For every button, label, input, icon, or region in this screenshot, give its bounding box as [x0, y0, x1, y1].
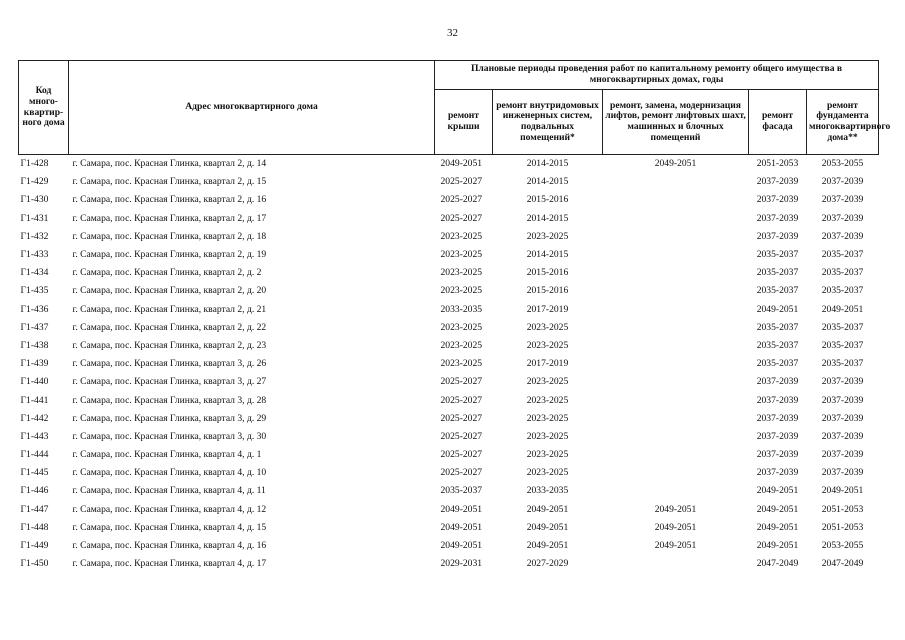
- cell-engineering: 2023-2025: [526, 321, 569, 333]
- header-address: Адрес многоквартирного дома: [69, 61, 435, 155]
- cell-code: Г1-432: [20, 230, 49, 242]
- header-row-1: [19, 61, 879, 90]
- table-row: [19, 228, 879, 246]
- cell-engineering: 2027-2029: [526, 558, 569, 570]
- cell-engineering: 2014-2015: [526, 249, 569, 261]
- cell-facade: 2035-2037: [756, 358, 799, 370]
- table-row: [19, 446, 879, 464]
- table-row: [19, 191, 879, 209]
- cell-engineering: 2023-2025: [526, 467, 569, 479]
- cell-address: г. Самара, пос. Красная Глинка, квартал 2, д. 2: [72, 267, 262, 279]
- cell-engineering: 2049-2051: [526, 540, 569, 552]
- cell-roof: 2023-2025: [440, 267, 483, 279]
- cell-foundation: 2037-2039: [821, 212, 864, 224]
- cell-engineering: 2049-2051: [526, 521, 569, 533]
- cell-roof: 2023-2025: [440, 285, 483, 297]
- cell-address: г. Самара, пос. Красная Глинка, квартал 4, д. 17: [72, 558, 267, 570]
- cell-address: г. Самара, пос. Красная Глинка, квартал 2, д. 15: [72, 176, 267, 188]
- cell-facade: 2035-2037: [756, 321, 799, 333]
- cell-elevators: [603, 391, 749, 409]
- table-row: [19, 464, 879, 482]
- cell-foundation: 2035-2037: [821, 321, 864, 333]
- cell-facade: 2035-2037: [756, 339, 799, 351]
- cell-code: Г1-441: [20, 394, 49, 406]
- cell-elevators: [603, 319, 749, 337]
- cell-foundation: 2049-2051: [821, 485, 864, 497]
- cell-address: г. Самара, пос. Красная Глинка, квартал 4, д. 11: [72, 485, 266, 497]
- cell-address: г. Самара, пос. Красная Глинка, квартал 4, д. 16: [72, 540, 267, 552]
- header-periods-group: Плановые периоды проведения работ по капитальному ремонту общего имущества в многоквартирных домах, годы: [435, 61, 879, 90]
- cell-roof: 2023-2025: [440, 230, 483, 242]
- cell-elevators: [603, 428, 749, 446]
- cell-foundation: 2035-2037: [821, 267, 864, 279]
- cell-elevators: [603, 373, 749, 391]
- header-foundation: ремонт фундамента многоквартирного дома**: [807, 90, 879, 155]
- table-row: [19, 301, 879, 319]
- cell-address: г. Самара, пос. Красная Глинка, квартал 2, д. 16: [72, 194, 267, 206]
- table-row: [19, 482, 879, 500]
- cell-roof: 2049-2051: [440, 521, 483, 533]
- cell-code: Г1-447: [20, 503, 49, 515]
- cell-elevators: [603, 301, 749, 319]
- table-row: [19, 391, 879, 409]
- cell-foundation: 2053-2055: [821, 540, 864, 552]
- cell-code: Г1-444: [20, 449, 49, 461]
- cell-engineering: 2015-2016: [526, 194, 569, 206]
- cell-engineering: 2023-2025: [526, 230, 569, 242]
- cell-elevators: [603, 555, 749, 573]
- cell-foundation: 2037-2039: [821, 412, 864, 424]
- cell-roof: 2049-2051: [440, 503, 483, 515]
- cell-engineering: 2017-2019: [526, 303, 569, 315]
- table-row: [19, 410, 879, 428]
- cell-engineering: 2023-2025: [526, 394, 569, 406]
- cell-facade: 2035-2037: [756, 249, 799, 261]
- cell-engineering: 2015-2016: [526, 285, 569, 297]
- cell-address: г. Самара, пос. Красная Глинка, квартал 2, д. 17: [72, 212, 267, 224]
- cell-code: Г1-435: [20, 285, 49, 297]
- table-body: [19, 155, 879, 574]
- table-row: [19, 337, 879, 355]
- cell-foundation: 2051-2053: [821, 503, 864, 515]
- table-row: [19, 519, 879, 537]
- cell-address: г. Самара, пос. Красная Глинка, квартал 4, д. 1: [72, 449, 262, 461]
- cell-address: г. Самара, пос. Красная Глинка, квартал 2, д. 19: [72, 249, 267, 261]
- table-row: [19, 173, 879, 191]
- cell-foundation: 2037-2039: [821, 230, 864, 242]
- cell-facade: 2037-2039: [756, 194, 799, 206]
- cell-address: г. Самара, пос. Красная Глинка, квартал 2, д. 23: [72, 339, 267, 351]
- cell-foundation: 2047-2049: [821, 558, 864, 570]
- cell-roof: 2025-2027: [440, 212, 483, 224]
- table-row: [19, 537, 879, 555]
- page-number: 32: [447, 27, 458, 39]
- cell-elevators: [603, 191, 749, 209]
- cell-facade: 2035-2037: [756, 285, 799, 297]
- cell-code: Г1-438: [20, 339, 49, 351]
- cell-elevators: 2049-2051: [654, 521, 697, 533]
- cell-roof: 2029-2031: [440, 558, 483, 570]
- cell-address: г. Самара, пос. Красная Глинка, квартал 2, д. 18: [72, 230, 267, 242]
- header-elevators: ремонт, замена, модернизация лифтов, ремонт лифтовых шахт, машинных и блочных помещений: [603, 90, 749, 155]
- cell-code: Г1-430: [20, 194, 49, 206]
- cell-elevators: [603, 228, 749, 246]
- cell-facade: 2037-2039: [756, 176, 799, 188]
- table-row: [19, 355, 879, 373]
- cell-address: г. Самара, пос. Красная Глинка, квартал 3, д. 27: [72, 376, 267, 388]
- cell-facade: 2037-2039: [756, 394, 799, 406]
- cell-roof: 2049-2051: [440, 540, 483, 552]
- cell-foundation: 2035-2037: [821, 285, 864, 297]
- cell-roof: 2023-2025: [440, 339, 483, 351]
- cell-roof: 2025-2027: [440, 467, 483, 479]
- cell-elevators: 2049-2051: [654, 503, 697, 515]
- cell-roof: 2025-2027: [440, 412, 483, 424]
- cell-elevators: [603, 246, 749, 264]
- cell-code: Г1-433: [20, 249, 49, 261]
- cell-code: Г1-442: [20, 412, 49, 424]
- table-row: [19, 264, 879, 282]
- cell-address: г. Самара, пос. Красная Глинка, квартал 3, д. 26: [72, 358, 267, 370]
- cell-foundation: 2037-2039: [821, 194, 864, 206]
- cell-code: Г1-449: [20, 540, 49, 552]
- header-engineering: ремонт внутридомовых инженерных систем, подвальных помещений*: [493, 90, 603, 155]
- cell-elevators: [603, 173, 749, 191]
- cell-address: г. Самара, пос. Красная Глинка, квартал 2, д. 21: [72, 303, 267, 315]
- cell-elevators: 2049-2051: [654, 158, 697, 170]
- cell-elevators: [603, 337, 749, 355]
- cell-engineering: 2023-2025: [526, 449, 569, 461]
- cell-foundation: 2049-2051: [821, 303, 864, 315]
- cell-code: Г1-450: [20, 558, 49, 570]
- cell-roof: 2025-2027: [440, 176, 483, 188]
- cell-address: г. Самара, пос. Красная Глинка, квартал 2, д. 22: [72, 321, 267, 333]
- cell-address: г. Самара, пос. Красная Глинка, квартал 3, д. 28: [72, 394, 267, 406]
- cell-code: Г1-448: [20, 521, 49, 533]
- cell-engineering: 2023-2025: [526, 430, 569, 442]
- cell-engineering: 2023-2025: [526, 339, 569, 351]
- cell-code: Г1-440: [20, 376, 49, 388]
- table-row: [19, 246, 879, 264]
- cell-engineering: 2017-2019: [526, 358, 569, 370]
- cell-roof: 2025-2027: [440, 376, 483, 388]
- cell-code: Г1-439: [20, 358, 49, 370]
- cell-roof: 2025-2027: [440, 430, 483, 442]
- cell-engineering: 2023-2025: [526, 376, 569, 388]
- cell-roof: 2025-2027: [440, 194, 483, 206]
- cell-roof: 2025-2027: [440, 394, 483, 406]
- cell-roof: 2023-2025: [440, 321, 483, 333]
- table-row: [19, 282, 879, 300]
- cell-code: Г1-443: [20, 430, 49, 442]
- cell-foundation: 2037-2039: [821, 376, 864, 388]
- cell-foundation: 2051-2053: [821, 521, 864, 533]
- cell-facade: 2049-2051: [756, 485, 799, 497]
- cell-facade: 2047-2049: [756, 558, 799, 570]
- cell-facade: 2037-2039: [756, 376, 799, 388]
- cell-code: Г1-428: [20, 158, 49, 170]
- table-row: [19, 155, 879, 174]
- cell-facade: 2049-2051: [756, 503, 799, 515]
- table-row: [19, 210, 879, 228]
- cell-facade: 2037-2039: [756, 212, 799, 224]
- cell-facade: 2037-2039: [756, 412, 799, 424]
- cell-foundation: 2053-2055: [821, 158, 864, 170]
- cell-elevators: 2049-2051: [654, 540, 697, 552]
- cell-foundation: 2035-2037: [821, 249, 864, 261]
- table-row: [19, 501, 879, 519]
- cell-code: Г1-434: [20, 267, 49, 279]
- cell-engineering: 2023-2025: [526, 412, 569, 424]
- cell-elevators: [603, 282, 749, 300]
- cell-foundation: 2037-2039: [821, 430, 864, 442]
- cell-address: г. Самара, пос. Красная Глинка, квартал 3, д. 30: [72, 430, 267, 442]
- cell-code: Г1-429: [20, 176, 49, 188]
- cell-engineering: 2014-2015: [526, 176, 569, 188]
- cell-engineering: 2049-2051: [526, 503, 569, 515]
- cell-engineering: 2014-2015: [526, 158, 569, 170]
- cell-roof: 2023-2025: [440, 249, 483, 261]
- cell-roof: 2023-2025: [440, 358, 483, 370]
- capital-repair-table: [18, 60, 891, 573]
- cell-engineering: 2014-2015: [526, 212, 569, 224]
- cell-elevators: [603, 410, 749, 428]
- cell-code: Г1-446: [20, 485, 49, 497]
- cell-foundation: 2037-2039: [821, 467, 864, 479]
- header-code: Код много-квартир-ного дома: [19, 61, 69, 155]
- cell-roof: 2025-2027: [440, 449, 483, 461]
- cell-foundation: 2035-2037: [821, 339, 864, 351]
- cell-facade: 2037-2039: [756, 430, 799, 442]
- cell-address: г. Самара, пос. Красная Глинка, квартал 2, д. 20: [72, 285, 267, 297]
- cell-address: г. Самара, пос. Красная Глинка, квартал 4, д. 15: [72, 521, 267, 533]
- cell-elevators: [603, 446, 749, 464]
- cell-facade: 2049-2051: [756, 303, 799, 315]
- header-roof: ремонт крыши: [435, 90, 493, 155]
- cell-elevators: [603, 210, 749, 228]
- cell-elevators: [603, 264, 749, 282]
- cell-roof: 2035-2037: [440, 485, 483, 497]
- cell-facade: 2049-2051: [756, 521, 799, 533]
- cell-facade: 2037-2039: [756, 230, 799, 242]
- cell-foundation: 2037-2039: [821, 394, 864, 406]
- table-row: [19, 428, 879, 446]
- cell-address: г. Самара, пос. Красная Глинка, квартал 4, д. 10: [72, 467, 267, 479]
- cell-engineering: 2033-2035: [526, 485, 569, 497]
- table-row: [19, 555, 879, 573]
- cell-foundation: 2037-2039: [821, 449, 864, 461]
- table-row: [19, 373, 879, 391]
- cell-elevators: [603, 355, 749, 373]
- table-row: [19, 319, 879, 337]
- cell-code: Г1-431: [20, 212, 49, 224]
- cell-elevators: [603, 464, 749, 482]
- cell-foundation: 2037-2039: [821, 176, 864, 188]
- cell-facade: 2037-2039: [756, 467, 799, 479]
- cell-address: г. Самара, пос. Красная Глинка, квартал 4, д. 12: [72, 503, 267, 515]
- cell-roof: 2033-2035: [440, 303, 483, 315]
- cell-foundation: 2035-2037: [821, 358, 864, 370]
- cell-code: Г1-437: [20, 321, 49, 333]
- cell-facade: 2049-2051: [756, 540, 799, 552]
- cell-facade: 2037-2039: [756, 449, 799, 461]
- cell-address: г. Самара, пос. Красная Глинка, квартал 2, д. 14: [72, 158, 267, 170]
- cell-facade: 2051-2053: [756, 158, 799, 170]
- cell-code: Г1-436: [20, 303, 49, 315]
- cell-engineering: 2015-2016: [526, 267, 569, 279]
- cell-facade: 2035-2037: [756, 267, 799, 279]
- cell-elevators: [603, 482, 749, 500]
- cell-address: г. Самара, пос. Красная Глинка, квартал 3, д. 29: [72, 412, 267, 424]
- cell-code: Г1-445: [20, 467, 49, 479]
- header-facade: ремонт фасада: [749, 90, 807, 155]
- cell-roof: 2049-2051: [440, 158, 483, 170]
